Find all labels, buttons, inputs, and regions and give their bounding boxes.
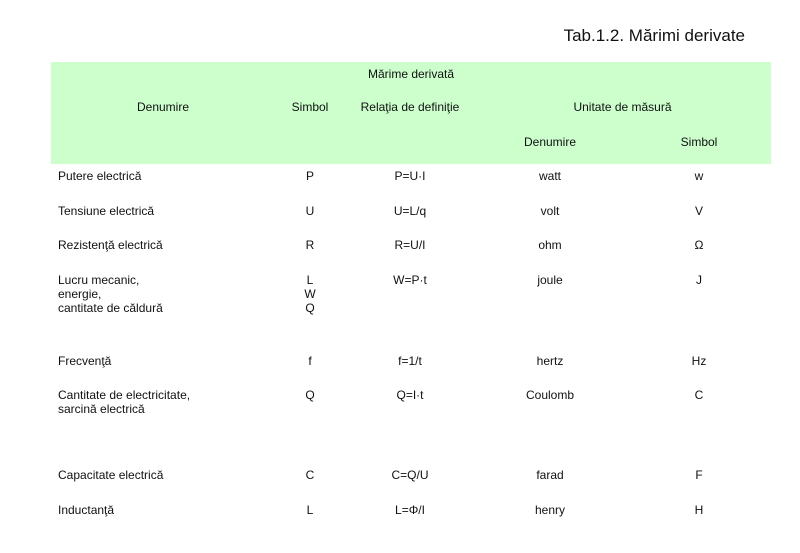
row-unit-name: joule [537,273,563,287]
row-unit-symbol: J [696,273,702,287]
header-name: Denumire [136,100,190,114]
row-unit-symbol: Ω [694,238,704,252]
row-name-line: energie, [58,287,102,301]
header-relation: Relaţia de definiţie [360,100,460,114]
row-symbol-line: Q [305,388,315,402]
row-name-line: Putere electrică [58,169,142,183]
row-unit-name: ohm [538,238,562,252]
row-unit-symbol: H [694,503,704,517]
row-symbol [270,388,350,402]
row-relation: R=U/I [394,238,426,252]
row-symbol-line: L [306,273,314,287]
row-name-line: sarcină electrică [58,402,145,416]
row-name [58,354,111,368]
row-symbol [270,238,350,252]
row-name [58,238,163,252]
row-unit-symbol: F [695,468,703,482]
row-symbol-line: L [306,503,314,517]
row-symbol [270,273,350,315]
row-name-line: Frecvenţă [58,354,112,368]
row-unit-name: hertz [536,354,564,368]
row-name-line: Tensiune electrică [58,204,155,218]
row-name [58,273,163,315]
row-symbol-line: R [305,238,315,252]
row-symbol-line: U [305,204,315,218]
row-symbol-line: f [308,354,312,368]
row-symbol-line: C [305,468,315,482]
row-relation: f=1/t [398,354,422,368]
header-unit-symbol: Simbol [680,135,718,149]
header-unit-name: Denumire [523,135,577,149]
row-relation: P=U·I [394,169,426,183]
row-name [58,169,141,183]
row-relation: C=Q/U [391,468,429,482]
row-symbol-line: Q [305,301,315,315]
row-symbol [270,468,350,482]
row-relation: Q=I·t [396,388,424,402]
row-name-line: Inductanţă [58,503,115,517]
row-name-line: Cantitate de electricitate, [58,388,191,402]
row-relation: L=Φ/I [395,503,425,517]
row-unit-name: farad [536,468,564,482]
row-name-line: Capacitate electrică [58,468,164,482]
row-relation: W=P·t [393,273,427,287]
row-name [58,204,154,218]
row-symbol [270,503,350,517]
row-unit-name: Coulomb [525,388,575,402]
row-unit-name: watt [538,169,561,183]
row-symbol-line: P [305,169,314,183]
header-symbol: Simbol [291,100,329,114]
header-group-label: Mărime derivată [367,67,455,81]
row-relation: U=L/q [393,204,427,218]
row-name-line: cantitate de căldură [58,301,163,315]
row-symbol-line: W [304,287,316,301]
row-unit-symbol: w [694,169,704,183]
table-title: Tab.1.2. Mărimi derivate [563,26,745,45]
row-name-line: Rezistenţă electrică [58,238,163,252]
row-name-line: Lucru mecanic, [58,273,140,287]
row-name [58,503,114,517]
row-name [58,468,163,482]
row-unit-name: henry [534,503,566,517]
row-unit-symbol: Hz [691,354,707,368]
row-name [58,388,190,416]
row-unit-symbol: V [694,204,703,218]
row-unit-symbol: C [694,388,704,402]
row-symbol [270,169,350,183]
header-unit-group: Unitate de măsură [573,100,672,114]
row-unit-name: volt [540,204,560,218]
row-symbol [270,204,350,218]
row-symbol [270,354,350,368]
